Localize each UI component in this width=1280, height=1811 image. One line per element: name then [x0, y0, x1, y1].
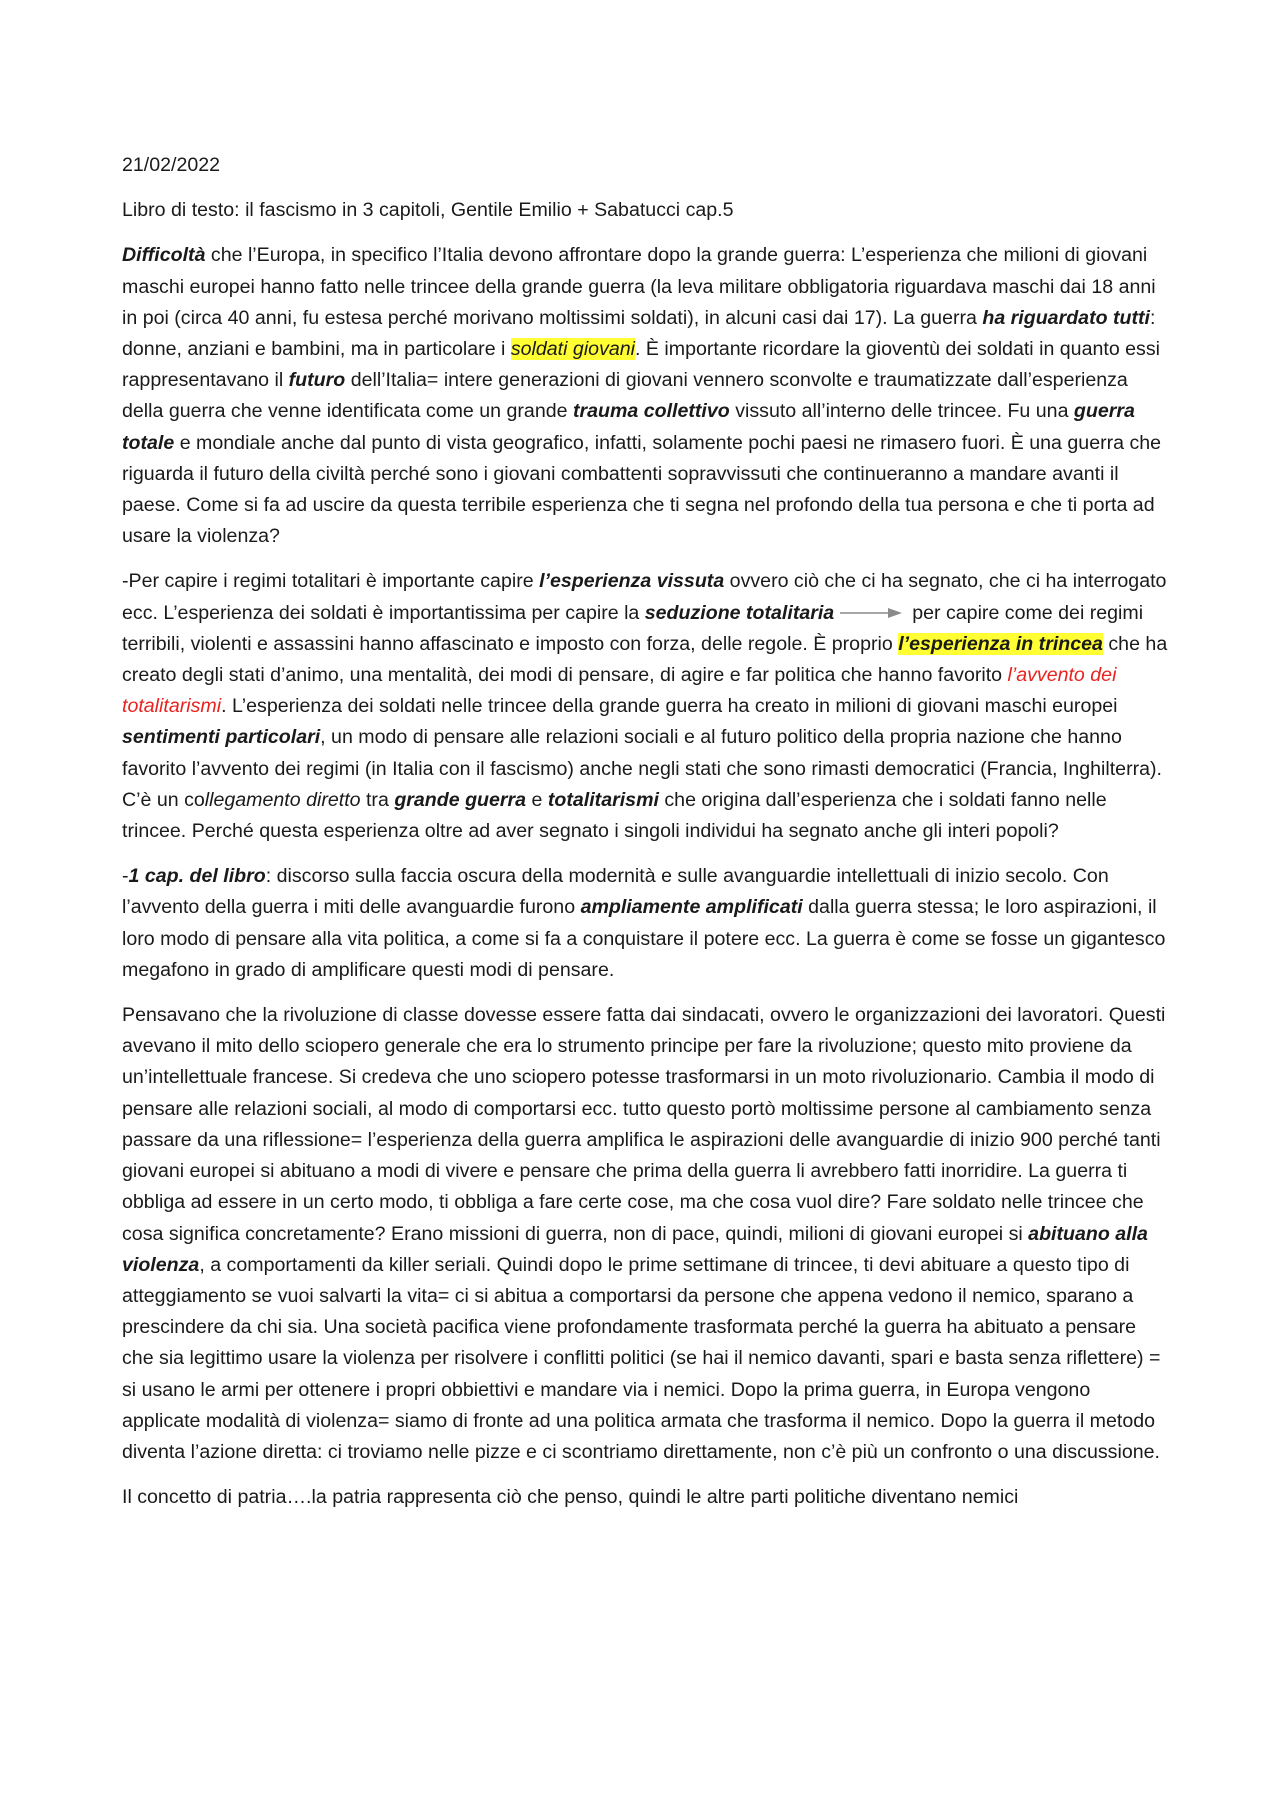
- body-text: che l’Europa, in specifico l’Italia devono affrontare dopo la grande guerra: L’esperienza che milioni di giovani maschi europei hanno fatto nelle trincee della grande guerra (la leva militare obbligatoria riguardava maschi dai 18 anni in poi (circa 40 anni, fu estesa perché morivano moltissimi soldati), in alcuni casi dai 17). La guerra: [122, 244, 1156, 329]
- body-text: dalla guerra stessa; le loro aspirazioni, il loro modo di pensare alla vita politica, a come si fa a conquistare il potere ecc. La guerra è come se fosse un gigantesco megafono in grado di amplificare questi modi di pensare.: [122, 896, 1166, 981]
- highlighted-text: soldati giovani: [510, 338, 636, 361]
- highlighted-text: l’esperienza in trincea: [898, 632, 1103, 655]
- body-text: per capire come dei regimi terribili, violenti e assassini hanno affascinato e imposto con forza, delle regole. È proprio: [122, 601, 1144, 655]
- emph-text: totalitarismi: [547, 788, 659, 811]
- date-line: [122, 150, 1172, 181]
- emph-text: Difficoltà: [122, 244, 206, 267]
- paragraph-5: [122, 1482, 1172, 1513]
- body-text: -Per capire i regimi totalitari è importante capire: [122, 570, 540, 593]
- body-text: ovvero ciò che ci ha segnato, che ci ha interrogato ecc. L’esperienza dei soldati è importantissima per capire la: [122, 570, 1167, 624]
- emph-text: trauma collettivo: [572, 400, 730, 423]
- body-text: dell’Italia= intere generazioni di giovani vennero sconvolte e traumatizzate dall’esperienza della guerra che venne identificata come un grande: [122, 369, 1128, 423]
- body-text: vissuto all’interno delle trincee. Fu una: [729, 400, 1074, 423]
- body-text: e: [526, 788, 548, 811]
- body-text: , a comportamenti da killer seriali. Quindi dopo le prime settimane di trincee, ti devi abituare a questo tipo di atteggiamento se vuoi salvarti la vita= ci si abitua a comportarsi da persone che appena vedono il nemico, sparano a prescindere da chi sia. Una società pacifica viene profondamente trasformata perché la guerra ha abituato a pensare che sia legittimo usare la violenza per risolvere i conflitti politici (se hai il nemico davanti, spari e basta senza riflettere) = si usano le armi per ottenere i propri obbiettivi e mandare via i nemici. Dopo la prima guerra, in Europa vengono applicate modalità di violenza= siamo di fronte ad una politica armata che trasforma il nemico. Dopo la guerra il metodo diventa l’azione diretta: ci troviamo nelle pizze e ci scontriamo direttamente, non c’è più un confronto o una discussione.: [122, 1253, 1161, 1463]
- body-text: che ha creato degli stati d’animo, una mentalità, dei modi di pensare, di agire e far politica che hanno favorito: [122, 632, 1168, 687]
- body-text: Pensavano che la rivoluzione di classe dovesse essere fatta dai sindacati, ovvero le organizzazioni dei lavoratori. Questi avevano il mito dello sciopero generale che era lo strumento principe per fare la rivoluzione; questo mito proviene da un’intellettuale francese. Si credeva che uno sciopero potesse trasformarsi in un moto rivoluzionario. Cambia il modo di pensare alle relazioni sociali, al modo di comportarsi ecc. tutto questo portò moltissime persone al cambiamento senza passare da una riflessione= l’esperienza della guerra amplifica le aspirazioni delle avanguardie di inizio 900 perché tanti giovani europei si abituano a modi di vivere e pensare che prima della guerra li avrebbero fatti inorridire. La guerra ti obbliga ad essere in un certo modo, ti obbliga a fare certe cose, ma che cosa vuol dire? Fare soldato nelle trincee che cosa significa concretamente? Erano missioni di guerra, non di pace, quindi, milioni di giovani europei si: [122, 1004, 1166, 1245]
- emph-text: abituano alla violenza: [122, 1222, 1148, 1276]
- right-arrow-icon: [838, 606, 904, 620]
- paragraph-4: [122, 1000, 1172, 1468]
- body-text: Il concetto di patria….la patria rappresenta ciò che penso, quindi le altre parti politiche diventano nemici: [122, 1486, 1019, 1509]
- emph-text: sentimenti particolari: [122, 726, 321, 749]
- emph-text: seduzione totalitaria: [644, 601, 835, 624]
- document-page: [122, 150, 1172, 1527]
- emph-text: ampliamente amplificati: [580, 896, 803, 919]
- body-text: . È importante ricordare la gioventù dei soldati in quanto essi rappresentavano il: [122, 338, 1161, 392]
- textbook-text: Libro di testo: il fascismo in 3 capitoli, Gentile Emilio + Sabatucci cap.5: [122, 199, 734, 222]
- emph-text: 1 cap. del libro: [128, 865, 266, 888]
- body-text: e mondiale anche dal punto di vista geografico, infatti, solamente pochi paesi ne rimasero fuori. È una guerra che riguarda il futuro della civiltà perché sono i giovani combattenti sopravvissuti che continueranno a mandare avanti il paese. Come si fa ad uscire da questa terribile esperienza che ti segna nel profondo della tua persona e che ti porta ad usare la violenza?: [122, 431, 1162, 548]
- emph-text: futuro: [288, 369, 346, 392]
- textbook-line: [122, 195, 1172, 226]
- body-text: , un modo di pensare alle relazioni sociali e al futuro politico della propria nazione che hanno favorito l’avvento dei regimi (in Italia con il fascismo) anche negli stati che sono rimasti democratici (Francia, Inghilterra). C’è un co: [122, 726, 1162, 811]
- paragraph-1: [122, 240, 1172, 552]
- paragraph-2: [122, 566, 1172, 847]
- body-text: -: [122, 865, 129, 888]
- date-text: 21/02/2022: [122, 154, 221, 176]
- body-text: : donne, anziani e bambini, ma in particolare i: [122, 306, 1156, 361]
- body-text: tra: [360, 788, 395, 811]
- italic-text: llegamento diretto: [204, 788, 361, 811]
- emph-text: guerra totale: [122, 400, 1135, 454]
- body-text: che origina dall’esperienza che i soldati fanno nelle trincee. Perché questa esperienza oltre ad aver segnato i singoli individui ha segnato anche gli interi popoli?: [122, 788, 1107, 843]
- body-text: : discorso sulla faccia oscura della modernità e sulle avanguardie intellettuali di inizio secolo. Con l’avvento della guerra i miti delle avanguardie furono: [122, 865, 1109, 919]
- emph-text: l’esperienza vissuta: [539, 570, 725, 593]
- paragraph-3: [122, 861, 1172, 986]
- emph-text: grande guerra: [394, 788, 527, 811]
- emph-text: ha riguardato tutti: [982, 306, 1150, 329]
- red-emph-text: l’avvento dei totalitarismi: [122, 664, 1117, 718]
- body-text: . L’esperienza dei soldati nelle trincee della grande guerra ha creato in milioni di giovani maschi europei: [221, 695, 1118, 718]
